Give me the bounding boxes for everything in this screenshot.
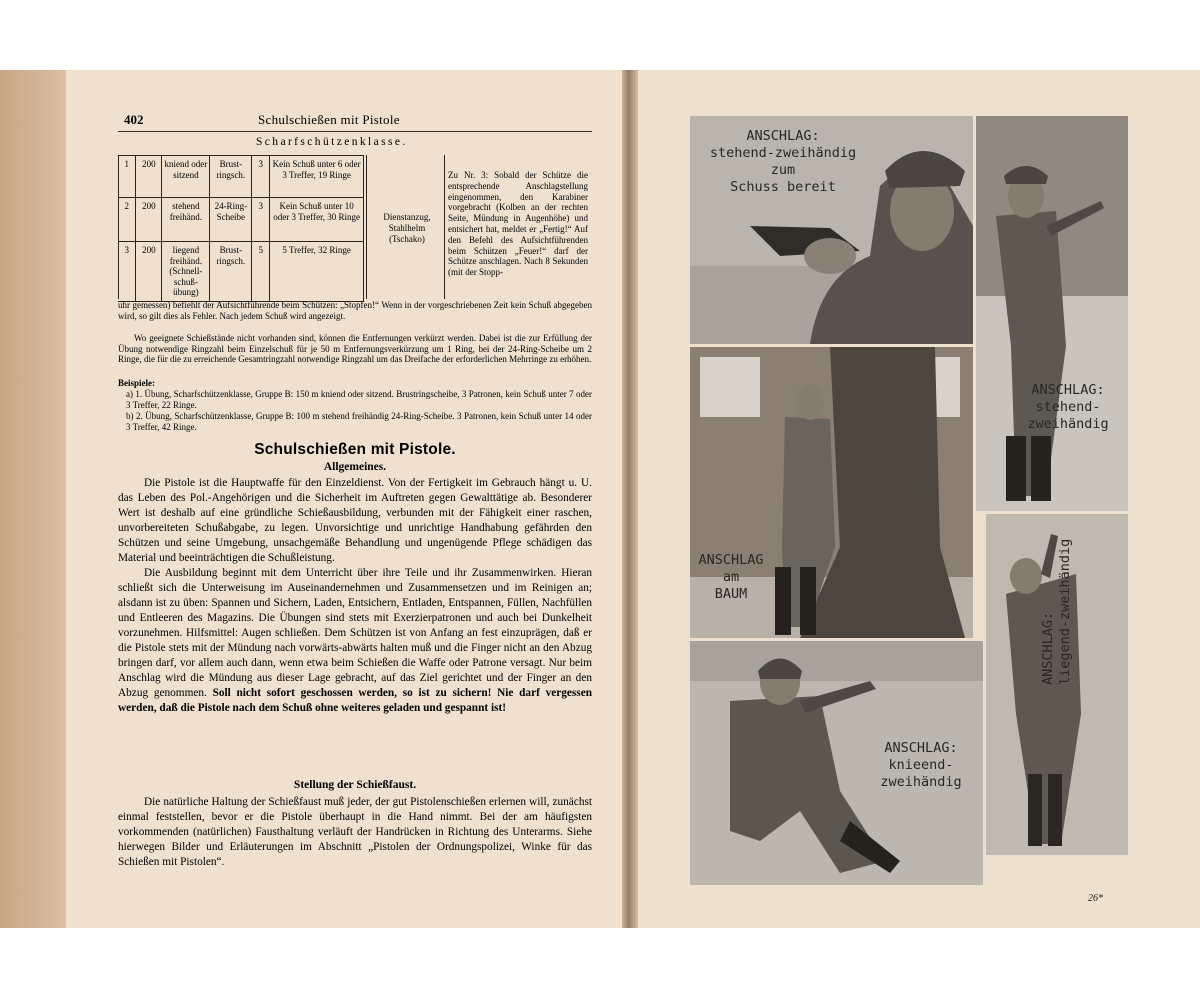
note-distance: Wo geeignete Schießstände nicht vorhanden sind, können die Entfernungen verkürzt werden. Dabei ist die zur Erfüllung der Übung notwendige Ringzahl beim Einzelschuß für je 50 m Entfernungsverkürzung um 1 Ring, bei der 24-Ring-Scheibe um 2 Ringe, die für die zu erreichende Gesamtringzahl notwendige Ringzahl um das Dreifache der erforderlichen Mehrringe zu erhöhen. xyxy=(118,333,592,365)
caption-lying: ANSCHLAG: liegend-zweihändig xyxy=(1040,538,1073,685)
cell-target: 24-Ring-Scheibe xyxy=(210,198,252,242)
score-table xyxy=(118,155,364,302)
cell-nr: 3 xyxy=(118,242,136,302)
examples-label: Beispiele: xyxy=(118,378,155,388)
subheading-fist: Stellung der Schießfaust. xyxy=(293,779,417,791)
table-row xyxy=(118,198,364,242)
page-number: 402 xyxy=(124,112,144,127)
cell-target: Brust-ringsch. xyxy=(210,156,252,198)
note-nr3: Zu Nr. 3: Sobald der Schütze die entsprechende Anschlagstellung eingenommen, den Karabiner vorgebracht (Kolben an der rechten Seite, Mündung in Augenhöhe) und entsichert hat, meldet er „Fertig!“ Auf den Befehl des Aufsichtführenden beim Schützen „Feuer!“ darf der Schütze anschlagen. Nach 8 Sekunden (mit der Stopp- xyxy=(448,170,588,278)
subheading-general: Allgemeines. xyxy=(323,461,387,473)
table-row xyxy=(118,156,364,198)
note-continued: uhr gemessen) befiehlt der Aufsichtführende beim Schützen: „Stopfen!“ Wenn in der vorgeschriebenen Zeit kein Schuß abgegeben wird, so gilt dies als Fehler. Nach jedem Schuß wird angezeigt. xyxy=(118,300,592,321)
table-title: Scharfschützenklasse. xyxy=(256,136,408,148)
cell-distance: 200 xyxy=(136,242,162,302)
cell-nr: 1 xyxy=(118,156,136,198)
cell-shots: 3 xyxy=(252,156,270,198)
cell-condition: Kein Schuß unter 10 oder 3 Treffer, 30 Ringe xyxy=(270,198,364,242)
body-text xyxy=(118,476,592,716)
cell-distance: 200 xyxy=(136,198,162,242)
cell-shots: 5 xyxy=(252,242,270,302)
paragraph-1: Die Pistole ist die Hauptwaffe für den Einzeldienst. Von der Fertigkeit im Gebrauch hängt u. U. das Leben des Pol.-Angehörigen und die Sicherheit im Auftreten gegen Gewalttätige ab. Besonderer Wert ist deshalb auf eine gründliche Schießausbildung, verbunden mit der Fähigkeit einer raschen, unvorbereiteten Schußabgabe, zu legen. Unvorsichtige und unrichtige Handhabung gefährden den Schützen und seine Umgebung, unsachgemäße Behandlung und ungenügende Pflege schädigen das Material und beeinträchtigen die Schußleistung. xyxy=(118,477,592,564)
header-rule xyxy=(118,131,592,132)
cell-position: liegend freihänd. (Schnell-schuß-übung) xyxy=(162,242,210,302)
cell-target: Brust-ringsch. xyxy=(210,242,252,302)
cover-edge xyxy=(0,70,66,928)
example-b: b) 2. Übung, Scharfschützenklasse, Gruppe B: 100 m stehend freihändig 24-Ring-Scheibe. 3 Patronen, kein Schuß unter 14 oder 3 Treffer, 42 Ringe. xyxy=(126,411,592,432)
body-text-2 xyxy=(118,795,592,870)
caption-tree: ANSCHLAG am BAUM xyxy=(698,552,764,602)
cell-shots: 3 xyxy=(252,198,270,242)
table-border xyxy=(118,155,119,299)
signature-mark: 26* xyxy=(1088,893,1103,904)
cell-position: stehend freihänd. xyxy=(162,198,210,242)
dress-code: Dienstanzug, Stahlhelm (Tschako) xyxy=(383,212,431,244)
paragraph-3: Die natürliche Haltung der Schießfaust muß jeder, der gut Pistolenschießen erlernen will, zunächst einmal feststellen, bevor er die Pistole überhaupt in die Hand nimmt. Bei der am häufigsten vorkommenden (natürlichen) Fausthaltung verläuft der Handrücken in Richtung des Unterarms. Siehe hierwegen Bilder und Erläuterungen im Abschnitt „Pistolen der Ordnungspolizei, Winke für das Schießen mit Pistolen“. xyxy=(118,796,592,868)
paragraph-2-bold: Soll nicht sofort geschossen werden, so ist zu sichern! Nie darf vergessen werden, daß die Pistole nach dem Schuß ohne weiteres geladen und gespannt ist! xyxy=(118,687,592,714)
photo-standing xyxy=(976,116,1128,511)
cell-nr: 2 xyxy=(118,198,136,242)
table-border xyxy=(444,155,445,299)
paragraph-2 xyxy=(118,566,592,716)
cell-condition: 5 Treffer, 32 Ringe xyxy=(270,242,364,302)
table-row xyxy=(118,242,364,302)
caption-kneeling: ANSCHLAG: knieend- zweihändig xyxy=(880,740,962,790)
cell-condition: Kein Schuß unter 6 oder 3 Treffer, 19 Ringe xyxy=(270,156,364,198)
paragraph-2-text: Die Ausbildung beginnt mit dem Unterricht über ihre Teile und ihr Zusammenwirken. Hieran schließt sich die Unterweisung im Auseinandernehmen und Zusammensetzen und im Reinigen an; alsdann ist zu üben: Spannen und Sichern, Laden, Entsichern, Entladen, Entspannen, Füllen, Nachfüllen und Entleeren des Magazins. Die Übungen sind stets mit Exerzierpatronen und auch bei Dunkelheit vorzunehmen. Hilfsmittel: Augen schließen. Dem Schützen ist von Anfang an fest einzuprägen, daß er die Pistole stets mit der Mündung nach vorwärts-abwärts halten muß und die Finger nicht an den Abzug bringen darf, vor allem auch dann, wenn etwa beim Schießen die Waffe oder Patrone versagt. Nur beim Anschlag wird die Mündung aus dieser Lage gebracht, auf das Ziel gerichtet und der Finger an den Abzug genommen. xyxy=(118,567,592,699)
example-a: a) 1. Übung, Scharfschützenklasse, Gruppe B: 150 m kniend oder sitzend. Brustringscheibe, 3 Patronen, kein Schuß unter 7 oder 3 Treffer, 22 Ringe. xyxy=(126,389,592,410)
cell-position: kniend oder sitzend xyxy=(162,156,210,198)
table-border xyxy=(366,155,367,299)
running-title: Schulschießen mit Pistole xyxy=(258,112,400,127)
section-heading: Schulschießen mit Pistole. xyxy=(254,441,456,458)
book-gutter xyxy=(622,70,638,928)
caption-standing-ready: ANSCHLAG: stehend-zweihändig zum Schuss bereit xyxy=(709,128,857,195)
caption-standing: ANSCHLAG: stehend- zweihändig xyxy=(1027,382,1109,432)
cell-distance: 200 xyxy=(136,156,162,198)
